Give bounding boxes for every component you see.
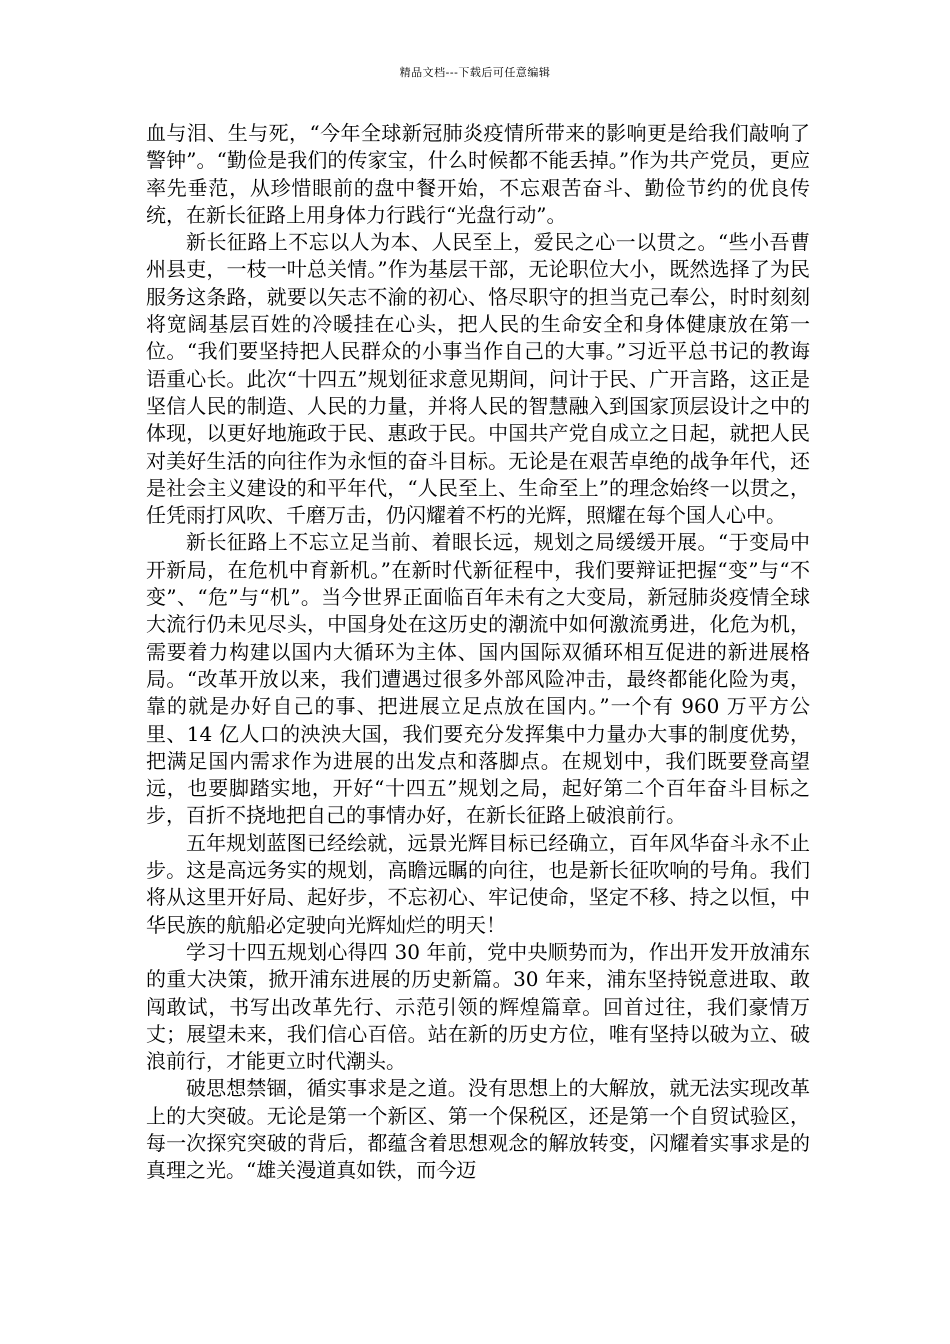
paragraph-1: 血与泪、生与死，“今年全球新冠肺炎疫情所带来的影响更是给我们敲响了警钟”。“勤俭是我们的传家宝，什么时候都不能丢掉。”作为共产党员，更应率先垂范，从珍惜眼前的盘中餐开始，不忘艰苦奋斗、勤俭节约的优良传统，在新长征路上用身体力行践行“光盘行动”。	[146, 121, 810, 227]
paragraph-4: 五年规划蓝图已经绘就，远景光辉目标已经确立，百年风华奋斗永不止步。这是高远务实的规划，高瞻远瞩的向往，也是新长征吹响的号角。我们将从这里开好局、起好步，不忘初心、牢记使命，坚定不移、持之以恒，中华民族的航船必定驶向光辉灿烂的明天！	[146, 830, 810, 937]
page-header: 精品文档---下载后可任意编辑	[399, 66, 551, 79]
paragraph-2: 新长征路上不忘以人为本、人民至上，爱民之心一以贯之。“些小吾曹州县吏，一枝一叶总关情。”作为基层干部，无论职位大小，既然选择了为民服务这条路，就要以矢志不渝的初心、恪尽职守的担当克己奉公，时时刻刻将宽阔基层百姓的冷暖挂在心头，把人民的生命安全和身体健康放在第一位。“我们要坚持把人民群众的小事当作自己的大事。”习近平总书记的教诲语重心长。此次“十四五”规划征求意见期间，问计于民、广开言路，这正是坚信人民的制造、人民的力量，并将人民的智慧融入到国家顶层设计之中的体现，以更好地施政于民、惠政于民。中国共产党自成立之日起，就把人民对美好生活的向往作为永恒的奋斗目标。无论是在艰苦卓绝的战争年代，还是社会主义建设的和平年代，“人民至上、生命至上”的理念始终一以贯之，任凭雨打风吹、千磨万击，仍闪耀着不朽的光辉，照耀在每个国人心中。	[146, 230, 810, 528]
paragraph-5: 学习十四五规划心得四 30 年前，党中央顺势而为，作出开发开放浦东的重大决策，掀开浦东进展的历史新篇。30 年来，浦东坚持锐意进取、敢闯敢试，书写出改革先行、示范引领的辉煌篇章。回首过往，我们豪情万丈；展望未来，我们信心百倍。站在新的历史方位，唯有坚持以破为立、破浪前行，才能更立时代潮头。	[146, 939, 810, 1074]
paragraph-6: 破思想禁锢，循实事求是之道。没有思想上的大解放，就无法实现改革上的大突破。无论是第一个新区、第一个保税区，还是第一个自贸试验区，每一次探究突破的背后，都蕴含着思想观念的解放转变，闪耀着实事求是的真理之光。“雄关漫道真如铁，而今迈	[146, 1076, 810, 1183]
document-body	[146, 120, 810, 1185]
paragraph-3: 新长征路上不忘立足当前、着眼长远，规划之局缓缓开展。“于变局中开新局，在危机中育新机。”在新时代新征程中，我们要辩证把握“变”与“不变”、“危”与“机”。当今世界正面临百年未有之大变局，新冠肺炎疫情全球大流行仍未见尽头，中国身处在这历史的潮流中如何激流勇进，化危为机，需要着力构建以国内大循环为主体、国内国际双循环相互促进的新进展格局。“改革开放以来，我们遭遇过很多外部风险冲击，最终都能化险为夷，靠的就是办好自己的事、把进展立足点放在国内。”一个有 960 万平方公里、14 亿人口的泱泱大国，我们要充分发挥集中力量办大事的制度优势，把满足国内需求作为进展的出发点和落脚点。在规划中，我们既要登高望远，也要脚踏实地，开好“十四五”规划之局，起好第二个百年奋斗目标之步，百折不挠地把自己的事情办好，在新长征路上破浪前行。	[146, 530, 810, 828]
